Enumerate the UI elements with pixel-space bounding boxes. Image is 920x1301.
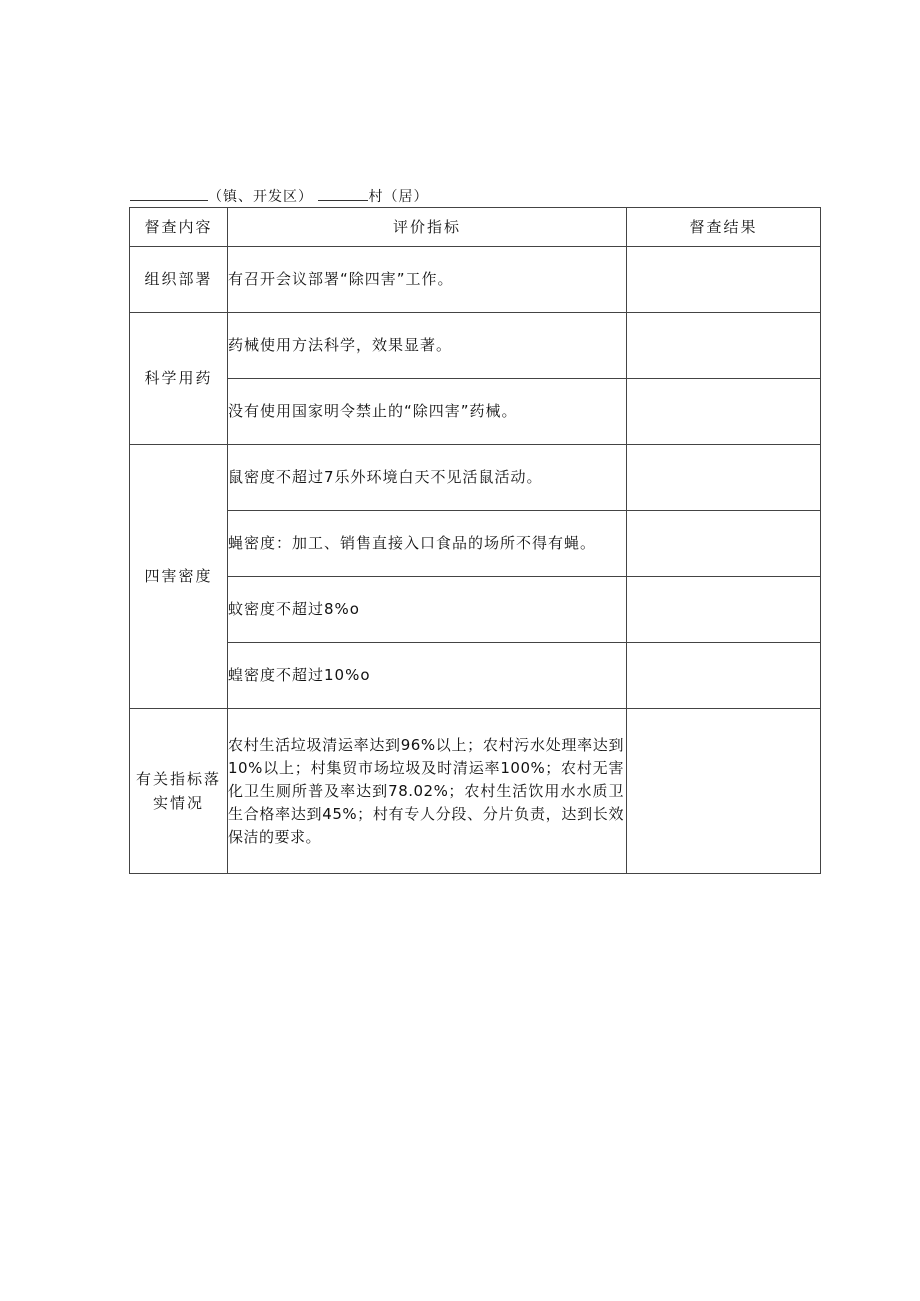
category-cell: 科学用药 xyxy=(130,313,228,445)
result-cell[interactable] xyxy=(627,643,821,709)
form-header xyxy=(130,186,428,206)
village-blank-field[interactable] xyxy=(318,186,368,201)
indicator-cell: 药械使用方法科学，效果显著。 xyxy=(228,313,627,379)
table-row xyxy=(130,445,821,511)
category-cell: 四害密度 xyxy=(130,445,228,709)
table-header-row xyxy=(130,208,821,247)
result-cell[interactable] xyxy=(627,313,821,379)
table-row xyxy=(130,511,821,577)
result-cell[interactable] xyxy=(627,709,821,874)
table-row xyxy=(130,577,821,643)
result-cell[interactable] xyxy=(627,445,821,511)
column-header-indicator: 评价指标 xyxy=(228,208,627,247)
result-cell[interactable] xyxy=(627,577,821,643)
village-suffix-label: 村（居） xyxy=(368,189,429,205)
column-header-content: 督查内容 xyxy=(130,208,228,247)
result-cell[interactable] xyxy=(627,379,821,445)
inspection-table xyxy=(129,207,821,874)
town-blank-field[interactable] xyxy=(130,186,208,201)
indicator-cell: 蝗密度不超过10%o xyxy=(228,643,627,709)
table-row xyxy=(130,643,821,709)
table-row xyxy=(130,379,821,445)
indicator-cell: 鼠密度不超过7乐外环境白天不见活鼠活动。 xyxy=(228,445,627,511)
indicator-cell: 没有使用国家明令禁止的“除四害”药械。 xyxy=(228,379,627,445)
table-row xyxy=(130,709,821,874)
category-label: 有关指标落实情况 xyxy=(136,770,222,812)
table-row xyxy=(130,313,821,379)
indicator-text: 农村生活垃圾清运率达到96%以上；农村污水处理率达到10%以上；村集贸市场垃圾及时清运率100%；农村无害化卫生厕所普及率达到78.02%；农村生活饮用水水质卫生合格率达到45%；村有专人分段、分片负责，达到长效保洁的要求。 xyxy=(228,735,624,846)
result-cell[interactable] xyxy=(627,511,821,577)
table-row xyxy=(130,247,821,313)
category-cell: 组织部署 xyxy=(130,247,228,313)
category-cell xyxy=(130,709,228,874)
indicator-cell: 蚊密度不超过8%o xyxy=(228,577,627,643)
town-suffix-label: （镇、开发区） xyxy=(208,189,313,205)
indicator-cell: 有召开会议部署“除四害”工作。 xyxy=(228,247,627,313)
column-header-result: 督查结果 xyxy=(627,208,821,247)
indicator-cell: 蝇密度：加工、销售直接入口食品的场所不得有蝇。 xyxy=(228,511,627,577)
indicator-cell xyxy=(228,709,627,874)
result-cell[interactable] xyxy=(627,247,821,313)
